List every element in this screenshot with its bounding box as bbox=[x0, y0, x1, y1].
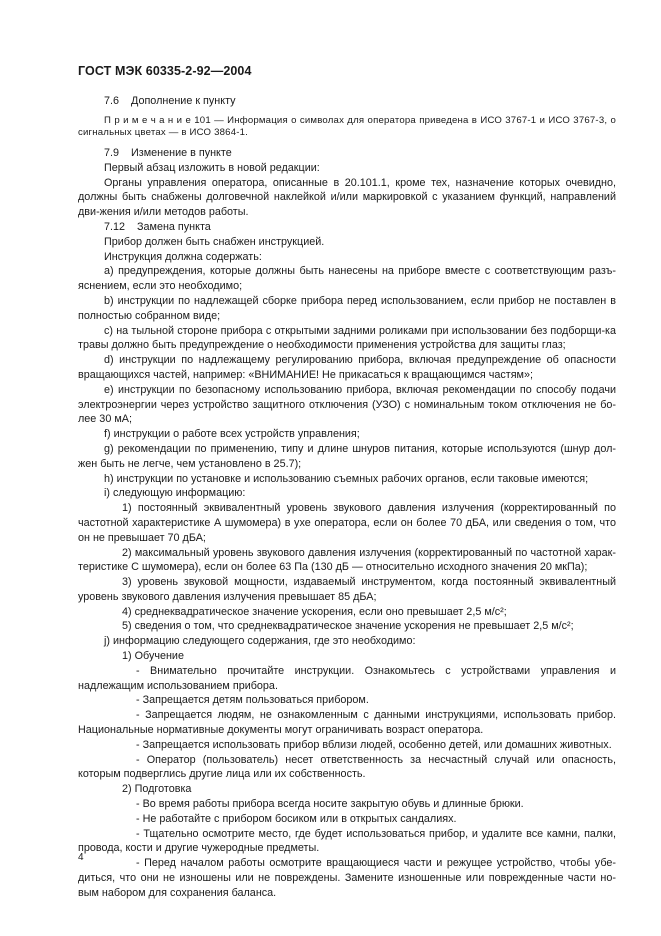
sublist-item-3: 3) уровень звуковой мощности, издаваемый инструментом, когда постоянный эквивалентный уровень звукового давления излучения превышает 85 дБА; bbox=[78, 576, 616, 603]
list-item-c: c) на тыльной стороне прибора с открытыми задними роликами при использовании без подборщи-ка травы должно быть предупреждение о необходимости применения устройства для защиты глаз; bbox=[78, 324, 616, 352]
training-item: - Оператор (пользователь) несет ответственность за несчастный случай или опасность, которым подверглись другие лица или их собственность. bbox=[78, 753, 616, 781]
list-item-f: f) инструкции о работе всех устройств управления; bbox=[104, 428, 360, 441]
subsection-preparation-title: 2) Подготовка bbox=[122, 783, 192, 796]
training-item: - Запрещается детям пользоваться прибором. bbox=[136, 694, 369, 707]
preparation-item: - Не работайте с прибором босиком или в открытых сандалиях. bbox=[136, 812, 457, 825]
section-number: 7.6 bbox=[104, 95, 120, 107]
sublist-item-5: 5) сведения о том, что среднеквадратическое значение ускорения не превышает 2,5 м/с²; bbox=[122, 620, 574, 633]
note-label: П р и м е ч а н и е bbox=[104, 114, 191, 126]
sublist-item-4: 4) среднеквадратическое значение ускорения, если оно превышает 2,5 м/с²; bbox=[122, 605, 507, 618]
preparation-item: - Перед началом работы осмотрите вращающиеся части и режущее устройство, чтобы убе-диться, что они не изношены или не повреждены. Замените изношенные или поврежденные части но-вым набором для сохранения баланса. bbox=[78, 857, 616, 899]
subsection-training-title: 1) Обучение bbox=[122, 650, 184, 663]
page-number: 4 bbox=[78, 852, 84, 863]
list-item-e: e) инструкции по безопасному использованию прибора, включая рекомендации по способу подачи электроэнергии через устройство защитного отключения (УЗО) с номинальным током отключения не бо-лее 30 мА; bbox=[78, 383, 616, 426]
note bbox=[78, 115, 616, 140]
document-body bbox=[78, 94, 616, 901]
list-item-i: i) следующую информацию: bbox=[104, 487, 246, 500]
preparation-item: - Во время работы прибора всегда носите закрытую обувь и длинные брюки. bbox=[136, 798, 524, 811]
preparation-item: - Тщательно осмотрите место, где будет использоваться прибор, и удалите все камни, палки, провода, кости и другие чужеродные предметы. bbox=[78, 827, 616, 855]
training-item: - Запрещается использовать прибор вблизи людей, особенно детей, или домашних животных. bbox=[136, 738, 612, 751]
section-title: Дополнение к пункту bbox=[131, 95, 236, 107]
training-item: - Внимательно прочитайте инструкции. Ознакомьтесь с устройствами управления и надлежащим использованием прибора. bbox=[78, 664, 616, 692]
sublist-item-1: 1) постоянный эквивалентный уровень звукового давления излучения (корректированный по частотной характеристике А шумомера) в ухе оператора, если он более 70 дБА, или сведения о том, что он не превышает 70 дБА; bbox=[78, 502, 616, 544]
section-7-6-heading bbox=[78, 94, 616, 109]
section-number: 7.12 bbox=[104, 220, 126, 233]
list-item-j: j) информацию следующего содержания, где это необходимо: bbox=[104, 635, 416, 648]
note-text: 101 — Информация о символах для оператора приведена в ИСО 3767-1 и ИСО 3767-3, о сигнальных цветах — в ИСО 3864-1. bbox=[78, 114, 616, 139]
section-title: Замена пункта bbox=[137, 220, 211, 233]
list-item-g: g) рекомендации по применению, типу и длине шнуров питания, которые используются (шнур дол-жен быть не легче, чем установлено в 25.7); bbox=[78, 442, 616, 470]
paragraph: Первый абзац изложить в новой редакции: bbox=[104, 161, 320, 174]
section-7-12-heading bbox=[78, 220, 616, 235]
page-header: ГОСТ МЭК 60335-2-92—2004 bbox=[78, 64, 252, 78]
list-item-d: d) инструкции по надлежащему регулированию прибора, включая предупреждение об опасности вращающихся частей, например: «ВНИМАНИЕ! Не прикасаться к вращающимся частям»; bbox=[78, 354, 616, 381]
section-7-9-heading bbox=[78, 146, 616, 161]
list-item-a: a) предупреждения, которые должны быть нанесены на приборе вместе с соответствующим разъ-яснением, если это необходимо; bbox=[78, 265, 616, 293]
paragraph: Прибор должен быть снабжен инструкцией. bbox=[104, 235, 325, 248]
section-number: 7.9 bbox=[104, 146, 120, 159]
list-item-h: h) инструкции по установке и использованию съемных рабочих органов, если таковые имеются; bbox=[104, 472, 589, 485]
paragraph: Органы управления оператора, описанные в 20.101.1, кроме тех, назначение которых очевидно, должны быть снабжены долговечной наклейкой и/или маркировкой с указанием функций, направлений дви-жения и/или методов работы. bbox=[78, 176, 616, 219]
section-title: Изменение в пункте bbox=[131, 146, 232, 159]
list-item-b: b) инструкции по надлежащей сборке прибора перед использованием, если прибор не поставлен в полностью собранном виде; bbox=[78, 294, 616, 322]
paragraph: Инструкция должна содержать: bbox=[104, 250, 262, 263]
training-item: - Запрещается людям, не ознакомленным с данными инструкциями, использовать прибор. Национальные нормативные документы могут ограничивать возраст оператора. bbox=[78, 709, 616, 737]
sublist-item-2: 2) максимальный уровень звукового давления излучения (корректированный по частотной харак-теристике С шумомера), если он более 63 Па (130 дБ — относительно исходного значения 20 мкПа); bbox=[78, 546, 616, 574]
